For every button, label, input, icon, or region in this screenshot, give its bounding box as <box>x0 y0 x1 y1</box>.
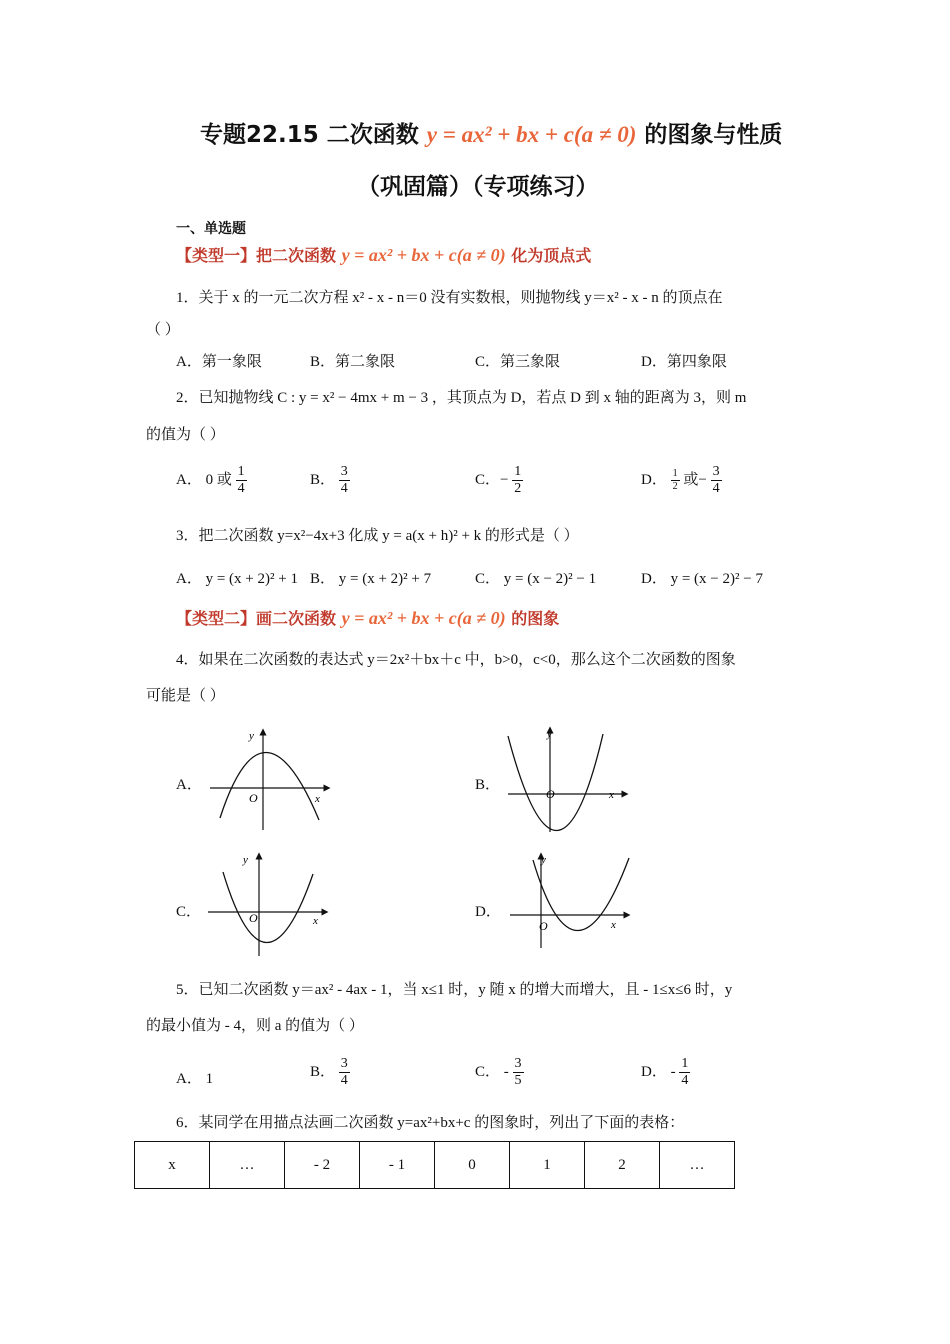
q4-option-b-label: B． <box>475 777 501 793</box>
q4-stem: 4．如果在二次函数的表达式 y＝2x²＋bx＋c 中，b>0，c<0，那么这个二次函数的图象 <box>176 652 736 668</box>
q5-option-c: C． - $\frac{3}{5}$ <box>475 1056 522 1088</box>
q4-stem-cont: 可能是（ ） <box>146 688 225 704</box>
q1-option-b: B．第二象限 <box>310 354 396 370</box>
origin-label: O <box>249 791 258 805</box>
table-cell: 1 <box>510 1142 585 1189</box>
table-cell: - 2 <box>285 1142 360 1189</box>
title-suffix: 的图象与性质 <box>644 122 783 148</box>
type1-formula: y = ax² + bx + c(a ≠ 0) <box>341 245 506 265</box>
q2-option-b: B． $\frac{3}{4}$ <box>310 464 348 496</box>
q4-graph-b <box>503 726 633 834</box>
origin-label: O <box>539 919 548 933</box>
q2-option-d: D． $\frac{1}{2}$ 或− $\frac{3}{4}$ <box>641 464 720 496</box>
q2-stem: 2．已知抛物线 C : y = x² − 4mx + m − 3 ，其顶点为 D，若点 D 到 x 轴的距离为 3，则 m <box>176 390 747 406</box>
table-cell: 2 <box>585 1142 660 1189</box>
type1-heading <box>176 243 591 266</box>
q5-option-a: A． 1 <box>176 1071 214 1087</box>
q4-option-a-label: A． <box>176 777 202 793</box>
q2-option-c: C．− $\frac{1}{2}$ <box>475 464 522 496</box>
type2-label: 【类型二】画二次函数 <box>176 609 337 628</box>
parabola-curve <box>220 752 319 820</box>
y-label: y <box>541 854 546 866</box>
type2-formula: y = ax² + bx + c(a ≠ 0) <box>341 608 506 628</box>
q1-option-c: C．第三象限 <box>475 354 561 370</box>
q1-stem: 1．关于 x 的一元二次方程 x² - x - n＝0 没有实数根，则抛物线 y＝x² - x - n 的顶点在 <box>176 290 723 306</box>
q5-stem: 5．已知二次函数 y＝ax² - 4ax - 1，当 x≤1 时，y 随 x 的增大而增大，且 - 1≤x≤6 时，y <box>176 982 733 998</box>
q3-option-c: C． y = (x − 2)² − 1 <box>475 571 597 587</box>
q1-option-d: D．第四象限 <box>641 354 727 370</box>
table-cell: … <box>660 1142 735 1189</box>
x-label: x <box>611 919 616 931</box>
q5-stem-cont: 的最小值为 - 4，则 a 的值为（ ） <box>146 1018 364 1034</box>
q1-stem-cont: （ ） <box>146 322 180 338</box>
q6-stem: 6．某同学在用描点法画二次函数 y=ax²+bx+c 的图象时，列出了下面的表格： <box>176 1115 685 1131</box>
q2-option-a: A． 0 或 $\frac{1}{4}$ <box>176 464 245 496</box>
page-title <box>200 116 782 149</box>
y-label: y <box>547 728 552 740</box>
type2-suffix: 的图象 <box>511 609 560 628</box>
q3-option-b: B． y = (x + 2)² + 7 <box>310 571 432 587</box>
type1-suffix: 化为顶点式 <box>511 246 592 265</box>
q4-option-d-label: D． <box>475 904 501 920</box>
x-label: x <box>609 789 614 801</box>
q4-graph-c <box>203 852 333 960</box>
y-label: y <box>243 854 248 866</box>
q3-stem: 3．把二次函数 y=x²−4x+3 化成 y = a(x + h)² + k 的形式是（ ） <box>176 528 579 544</box>
table-row <box>135 1142 735 1189</box>
origin-label: O <box>546 787 555 801</box>
type2-heading <box>176 606 559 629</box>
parabola-curve <box>223 872 313 943</box>
page-subtitle: （巩固篇）（专项练习） <box>357 174 599 200</box>
q5-option-b: B． $\frac{3}{4}$ <box>310 1056 348 1088</box>
q4-option-c-label: C． <box>176 904 202 920</box>
q5-option-d: D． - $\frac{1}{4}$ <box>641 1056 689 1088</box>
x-label: x <box>313 915 318 927</box>
q4-graph-d <box>505 852 635 960</box>
q3-option-d: D． y = (x − 2)² − 7 <box>641 571 763 587</box>
q2-stem-cont: 的值为（ ） <box>146 427 225 443</box>
title-formula: y = ax² + bx + c(a ≠ 0) <box>426 122 637 147</box>
table-cell: - 1 <box>360 1142 435 1189</box>
q6-value-table <box>134 1141 735 1189</box>
x-label: x <box>315 793 320 805</box>
q1-option-a: A．第一象限 <box>176 354 262 370</box>
title-prefix: 专题22.15 二次函数 <box>200 122 419 148</box>
origin-label: O <box>249 911 258 925</box>
parabola-curve <box>508 734 603 831</box>
type1-label: 【类型一】把二次函数 <box>176 246 337 265</box>
table-cell: 0 <box>435 1142 510 1189</box>
table-cell: … <box>210 1142 285 1189</box>
table-cell: x <box>135 1142 210 1189</box>
q4-graph-a <box>205 726 335 834</box>
y-label: y <box>249 730 254 742</box>
section-heading: 一、单选题 <box>176 221 246 237</box>
q3-option-a: A． y = (x + 2)² + 1 <box>176 571 298 587</box>
